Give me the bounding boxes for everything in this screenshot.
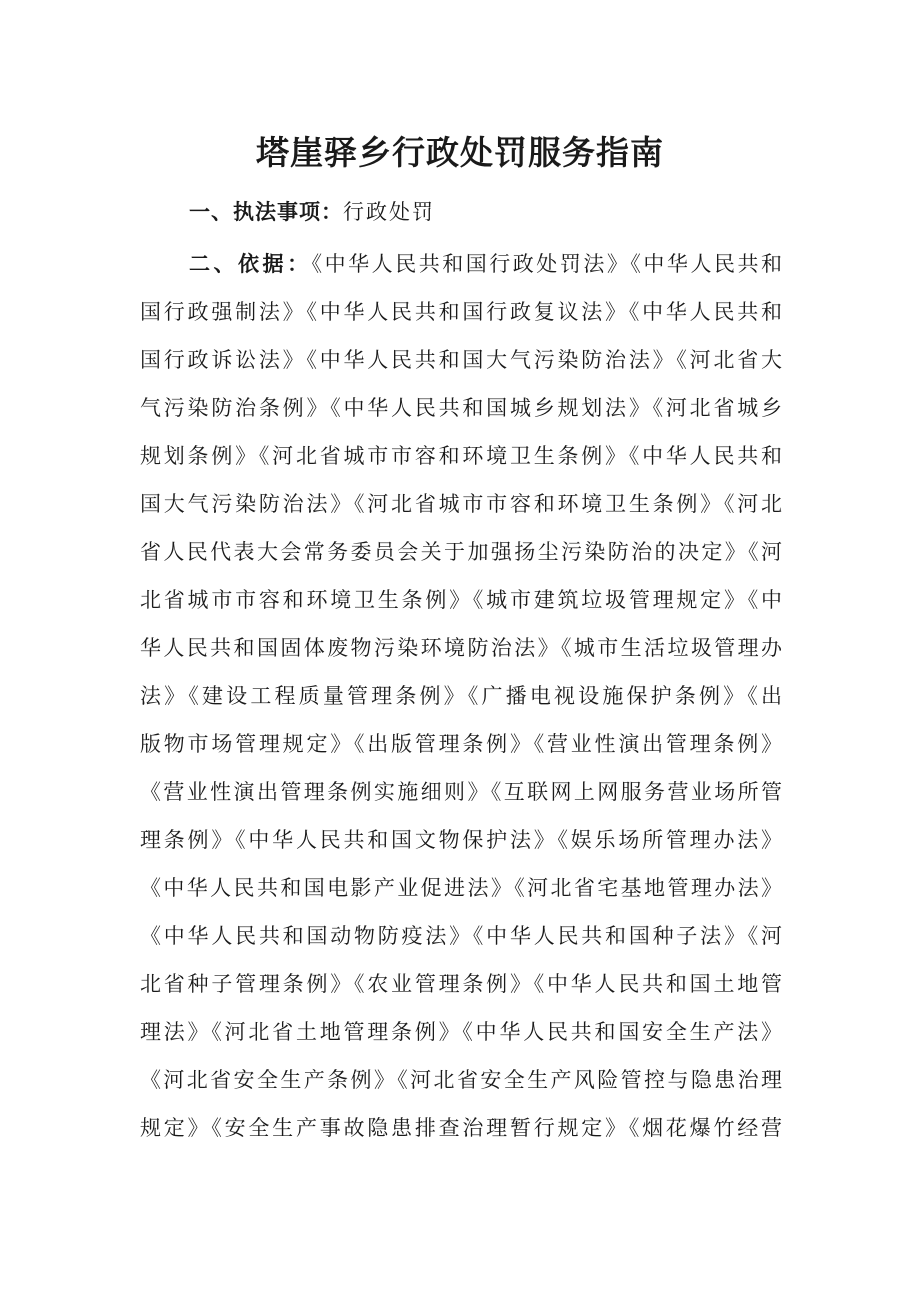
legal-basis-line: 版物市场管理规定》《出版管理条例》《营业性演出管理条例》 — [140, 732, 782, 756]
legal-basis-line: 《中华人民共和国动物防疫法》《中华人民共和国种子法》《河 — [140, 924, 782, 948]
legal-basis-line: 气污染防治条例》《中华人民共和国城乡规划法》《河北省城乡 — [140, 396, 782, 420]
legal-basis-line: 法》《建设工程质量管理条例》《广播电视设施保护条例》《出 — [140, 684, 782, 708]
section-legal-basis — [140, 240, 782, 1152]
legal-basis-line: 北省种子管理条例》《农业管理条例》《中华人民共和国土地管 — [140, 972, 782, 996]
legal-basis-line: 华人民共和国固体废物污染环境防治法》《城市生活垃圾管理办 — [140, 636, 782, 660]
legal-basis-line: 国大气污染防治法》《河北省城市市容和环境卫生条例》《河北 — [140, 492, 782, 516]
legal-basis-line: 北省城市市容和环境卫生条例》《城市建筑垃圾管理规定》《中 — [140, 588, 782, 612]
legal-basis-line: 规定》《安全生产事故隐患排查治理暂行规定》《烟花爆竹经营 — [140, 1116, 782, 1140]
legal-basis-text: 《中华人民共和国行政处罚法》《中华人民共 — [311, 252, 762, 276]
enforcement-item-label: 一、执法事项： — [189, 200, 343, 224]
document-title: 塔崖驿乡行政处罚服务指南 — [256, 133, 664, 172]
legal-basis-line — [140, 240, 782, 288]
legal-basis-line: 理法》《河北省土地管理条例》《中华人民共和国安全生产法》 — [140, 1020, 782, 1044]
legal-basis-line: 《中华人民共和国电影产业促进法》《河北省宅基地管理办法》 — [140, 876, 782, 900]
enforcement-item-value: 行政处罚 — [343, 200, 435, 224]
legal-basis-text: 和 — [761, 252, 782, 276]
legal-basis-line: 《河北省安全生产条例》《河北省安全生产风险管控与隐患治理 — [140, 1068, 782, 1092]
legal-basis-line: 国行政强制法》《中华人民共和国行政复议法》《中华人民共和 — [140, 300, 782, 324]
legal-basis-label: 二、依据： — [189, 252, 312, 276]
legal-basis-line: 国行政诉讼法》《中华人民共和国大气污染防治法》《河北省大 — [140, 348, 782, 372]
section-enforcement-item — [189, 190, 789, 234]
legal-basis-line: 理条例》《中华人民共和国文物保护法》《娱乐场所管理办法》 — [140, 828, 782, 852]
legal-basis-line: 规划条例》《河北省城市市容和环境卫生条例》《中华人民共和 — [140, 444, 782, 468]
legal-basis-line: 省人民代表大会常务委员会关于加强扬尘污染防治的决定》《河 — [140, 540, 782, 564]
legal-basis-line: 《营业性演出管理条例实施细则》《互联网上网服务营业场所管 — [140, 780, 782, 804]
